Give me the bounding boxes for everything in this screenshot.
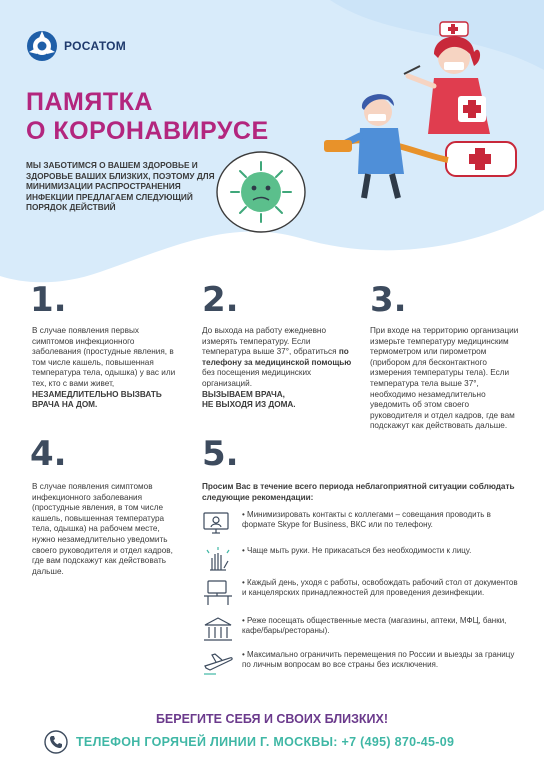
step-1-strong: НЕЗАМЕДЛИТЕЛЬНО ВЫЗВАТЬ ВРАЧА НА ДОМ. xyxy=(32,389,162,410)
step-5-number: 5. xyxy=(202,434,239,474)
title-line-1: ПАМЯТКА xyxy=(26,88,153,116)
hand-wash-icon xyxy=(202,546,234,574)
hotline-phone-text: ТЕЛЕФОН ГОРЯЧЕЙ ЛИНИИ Г. МОСКВЫ: +7 (495) 870-45-09 xyxy=(76,735,455,749)
doctors-illustration xyxy=(228,14,528,204)
step-3-text: При входе на территорию организации измерьте температуру медицинским термометром или пирометром (прибором для бесконтактного измерения температуры тела). Если температура тела выше 37°, необходимо незамедлительно уведомить об этом своего руководителя и отдел кадров, где вам подскажут как действовать дальше. xyxy=(370,326,519,431)
recommendation-item xyxy=(202,616,522,644)
logo-text: РОСАТОМ xyxy=(64,39,127,53)
step-2-strong-a: ВЫЗЫВАЕМ ВРАЧА, xyxy=(202,389,285,399)
public-building-icon xyxy=(202,616,234,644)
recommendation-item xyxy=(202,650,522,678)
hotline xyxy=(44,730,454,754)
recommendation-text: • Минимизировать контакты с коллегами – совещания проводить в формате Skype for Business, ВКС или по телефону. xyxy=(242,510,491,530)
recommendation-text: • Реже посещать общественные места (магазины, аптеки, МФЦ, банки, кафе/бары/рестораны). xyxy=(242,616,507,636)
phone-icon xyxy=(44,730,68,754)
step-3-number: 3. xyxy=(370,280,407,320)
title-line-2: О КОРОНАВИРУСЕ xyxy=(26,117,269,145)
rosatom-logo-icon xyxy=(26,30,58,62)
recommendation-item xyxy=(202,578,522,606)
step-2-number: 2. xyxy=(202,280,239,320)
step-5-heading: Просим Вас в течение всего периода неблагоприятной ситуации соблюдать следующие рекомендации: xyxy=(202,482,515,502)
step-2-strong-b: НЕ ВЫХОДЯ ИЗ ДОМА. xyxy=(202,400,296,410)
footer-slogan: БЕРЕГИТЕ СЕБЯ И СВОИХ БЛИЗКИХ! xyxy=(155,712,389,726)
recommendation-item xyxy=(202,546,522,574)
step-1-body: В случае появления первых симптомов инфекционного заболевания (простудные явления, в том числе кашель, повышенная температура тела, одышка) у вас или тех, кто с вами живет, xyxy=(32,326,176,388)
clean-desk-icon xyxy=(202,578,234,606)
videoconference-icon xyxy=(202,510,234,538)
airplane-icon xyxy=(202,650,234,678)
step-1-text xyxy=(32,326,182,411)
rosatom-logo xyxy=(26,30,126,62)
recommendation-text: • Каждый день, уходя с работы, освобождать рабочий стол от документов и канцелярских принадлежностей для проведения дезинфекции. xyxy=(242,578,518,598)
recommendation-text: • Максимально ограничить перемещения по России и выезды за границу по личным вопросам во все страны без исключения. xyxy=(242,650,515,670)
step-4-number: 4. xyxy=(30,434,67,474)
recommendation-item xyxy=(202,510,522,538)
step-2-bold: по телефону за медицинской помощью xyxy=(202,347,352,367)
recommendation-text: • Чаще мыть руки. Не прикасаться без необходимости к лицу. xyxy=(242,546,472,555)
step-2-text xyxy=(202,326,352,411)
step-2-body-a: До выхода на работу ежедневно измерять температуру. Если температура выше 37°, обратиться xyxy=(202,326,337,357)
intro-text: МЫ ЗАБОТИМСЯ О ВАШЕМ ЗДОРОВЬЕ И ЗДОРОВЬЕ ВАШИХ БЛИЗКИХ, ПОЭТОМУ ДЛЯ МИНИМИЗАЦИИ РАСПРОСТРАНЕНИЯ ИНФЕКЦИИ ПРЕДЛАГАЕМ СЛЕДУЮЩИЙ ПОРЯДОК ДЕЙСТВИЙ xyxy=(26,160,215,212)
step-1-number: 1. xyxy=(30,280,67,320)
step-4-text: В случае появления симптомов инфекционного заболевания (простудные явления, в том числе кашель, повышенная температура тела, одышка) на рабочем месте, нужно незамедлительно уведомить своего руководителя и отдел кадров, где вам подскажут как действовать дальше. xyxy=(32,482,173,576)
step-2-body-b: без посещения медицинских организаций. xyxy=(202,368,312,388)
